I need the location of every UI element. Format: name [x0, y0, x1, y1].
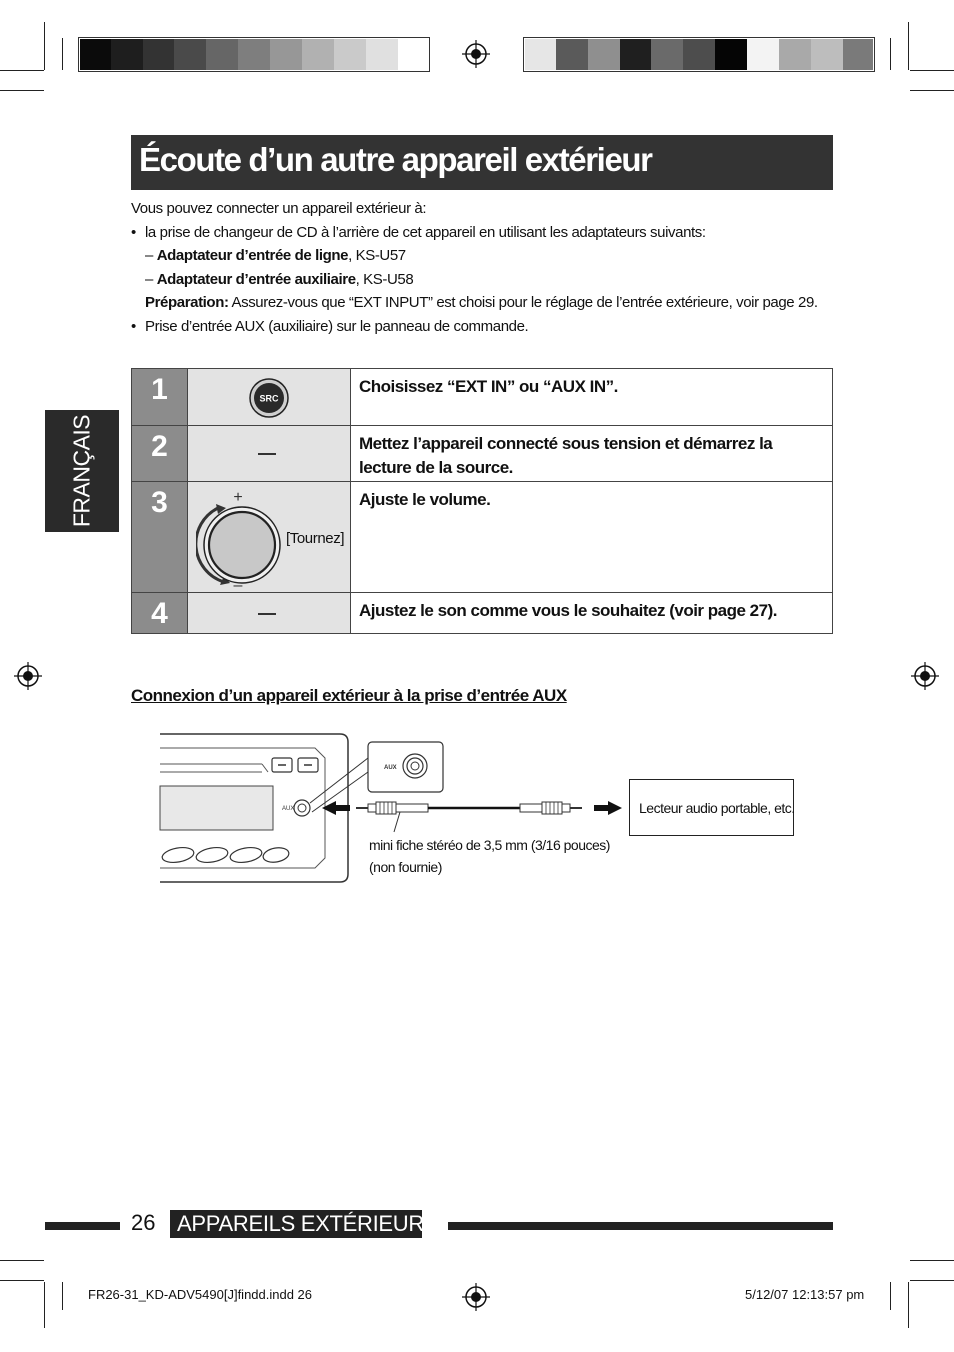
svg-text:AUX: AUX	[282, 806, 295, 812]
step-number: 3	[132, 482, 188, 593]
svg-text:+: +	[233, 489, 243, 506]
connection-heading: Connexion d’un appareil extérieur à la prise d’entrée AUX	[131, 686, 567, 705]
step-number: 2	[132, 426, 188, 482]
volume-knob-icon	[196, 486, 296, 590]
registration-target-icon	[14, 662, 42, 690]
step-number: 1	[132, 369, 188, 426]
registration-target-icon	[462, 1283, 490, 1311]
adapter-line-1: – Adaptateur d’entrée de ligne, KS-U57	[145, 247, 406, 264]
intro-line: Vous pouvez connecter un appareil extérieur à:	[131, 200, 427, 217]
language-label: FRANÇAIS	[68, 414, 95, 528]
svg-text:–: –	[233, 577, 243, 590]
step-icon-cell	[188, 593, 351, 634]
device-label: Lecteur audio portable, etc.	[639, 800, 795, 816]
registration-target-icon	[462, 40, 490, 68]
date-slug: 5/12/07 12:13:57 pm	[745, 1287, 865, 1302]
preparation-line: Préparation: Assurez-vous que “EXT INPUT” est choisi pour le réglage de l’entrée extérieure, voir page 29.	[145, 294, 818, 311]
step-row	[132, 593, 833, 634]
step-icon-cell	[188, 426, 351, 482]
step-text: Ajuste le volume.	[351, 482, 833, 593]
step-row	[132, 426, 833, 482]
section-label: APPAREILS EXTÉRIEURS	[170, 1210, 422, 1238]
step-icon-cell	[188, 482, 351, 593]
footer-rule-right	[448, 1222, 833, 1230]
step-text: Mettez l’appareil connecté sous tension et démarrez la lecture de la source.	[351, 426, 833, 482]
step-row	[132, 482, 833, 593]
steps-table	[131, 368, 833, 634]
page-number: 26	[131, 1210, 156, 1235]
svg-text:AUX: AUX	[384, 765, 397, 771]
page-title: Écoute d’un autre appareil extérieur	[139, 141, 652, 178]
language-tab	[45, 410, 119, 532]
adapter-line-2: – Adaptateur d’entrée auxiliaire, KS-U58	[145, 270, 414, 288]
registration-target-icon	[911, 662, 939, 690]
intro-bullet-1: • la prise de changeur de CD à l’arrière de cet appareil en utilisant les adaptateurs suivants:	[131, 223, 706, 241]
dash-icon	[258, 453, 276, 455]
title-bar	[131, 135, 833, 190]
src-button-icon	[249, 378, 289, 418]
step-icon-cell	[188, 369, 351, 426]
svg-text:SRC: SRC	[259, 393, 279, 404]
step-text: Choisissez “EXT IN” ou “AUX IN”.	[351, 369, 833, 426]
turn-label: [Tournez]	[286, 530, 345, 547]
portable-device-box	[629, 779, 794, 836]
footer-rule-left	[45, 1222, 120, 1230]
intro-text	[131, 197, 831, 338]
plug-caption: mini fiche stéréo de 3,5 mm (3/16 pouces) (non fournie)	[369, 837, 610, 875]
step-number: 4	[132, 593, 188, 634]
step-row	[132, 369, 833, 426]
intro-bullet-2: • Prise d’entrée AUX (auxiliaire) sur le panneau de commande.	[131, 317, 529, 335]
dash-icon	[258, 613, 276, 615]
step-text: Ajustez le son comme vous le souhaitez (voir page 27).	[351, 593, 833, 634]
file-slug: FR26-31_KD-ADV5490[J]findd.indd 26	[88, 1287, 313, 1302]
